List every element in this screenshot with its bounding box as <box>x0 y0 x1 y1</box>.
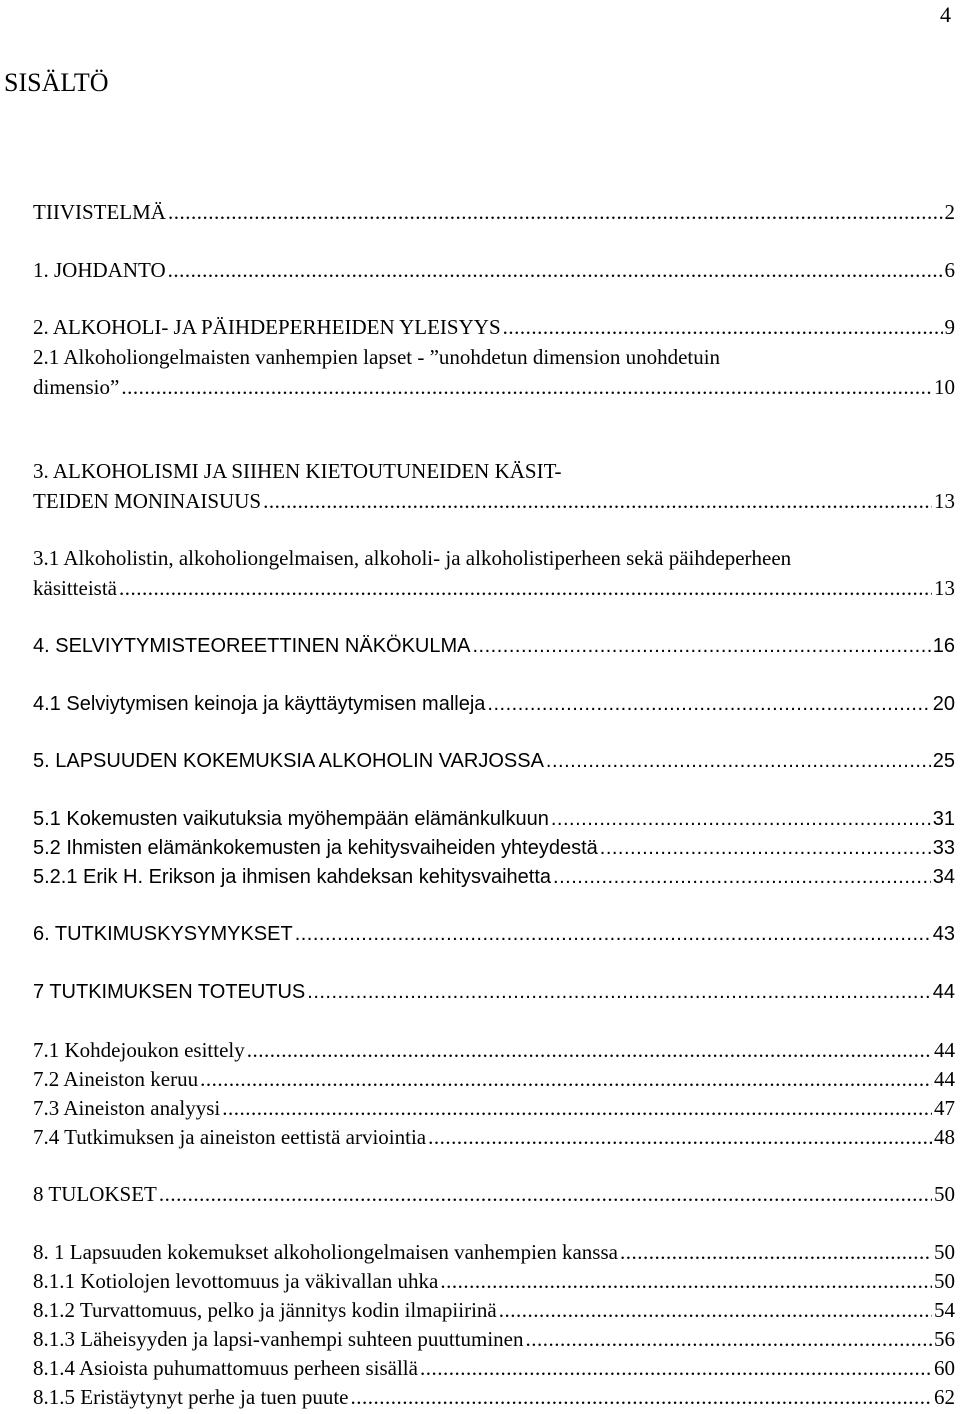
toc-entry[interactable] <box>33 1385 955 1409</box>
dot-leader <box>200 1067 932 1091</box>
toc-entry[interactable] <box>33 1240 955 1264</box>
toc-entry[interactable] <box>33 345 955 399</box>
toc-entry-text-continued: TEIDEN MONINAISUUS <box>33 489 262 513</box>
dot-leader <box>428 1125 932 1149</box>
dot-leader <box>121 375 932 399</box>
dot-leader <box>222 1096 932 1120</box>
dot-leader <box>487 692 930 716</box>
dot-leader <box>525 1327 932 1351</box>
toc-entry-page: 13 <box>934 489 955 513</box>
page-number: 4 <box>940 2 951 27</box>
toc-entry[interactable] <box>33 315 955 339</box>
toc-entry[interactable] <box>33 258 955 282</box>
toc-title: SISÄLTÖ <box>4 68 109 97</box>
toc-entry-page: 44 <box>932 981 955 1003</box>
toc-entry[interactable] <box>33 1298 955 1322</box>
toc-entry-page: 25 <box>932 750 955 772</box>
dot-leader <box>503 315 943 339</box>
toc-entry-page: 54 <box>934 1298 955 1322</box>
toc-entry-text: 2. ALKOHOLI- JA PÄIHDEPERHEIDEN YLEISYYS <box>33 315 501 339</box>
dot-leader <box>247 1038 932 1062</box>
toc-entry-text: 3.1 Alkoholistin, alkoholiongelmaisen, alkoholi- ja alkoholistiperheen sekä päihdeperheen <box>33 546 792 570</box>
toc-entry[interactable] <box>33 980 955 1004</box>
toc-entry-text: 8.1.3 Läheisyyden ja lapsi-vanhempi suhteen puuttuminen <box>33 1327 524 1351</box>
dot-leader <box>168 200 943 224</box>
toc-entry-text: 5.1 Kokemusten vaikutuksia myöhempään elämänkulkuun <box>33 808 549 830</box>
dot-leader <box>168 258 943 282</box>
toc-entry-page: 2 <box>944 200 955 224</box>
toc-entry-page: 48 <box>934 1125 955 1149</box>
toc-entry[interactable] <box>33 749 955 773</box>
toc-entry-page: 31 <box>932 808 955 830</box>
toc-entry-page: 44 <box>934 1067 955 1091</box>
toc-entry[interactable] <box>33 1356 955 1380</box>
toc-entry[interactable] <box>33 546 955 600</box>
toc-entry-page: 47 <box>934 1096 955 1120</box>
dot-leader <box>263 489 932 513</box>
toc-entry-text: 7.2 Aineiston keruu <box>33 1067 199 1091</box>
toc-entry-text: 4. SELVIYTYMISTEOREETTINEN NÄKÖKULMA <box>33 635 471 657</box>
toc-entry[interactable] <box>33 634 955 658</box>
dot-leader <box>351 1385 932 1409</box>
toc-entry-text: 5. LAPSUUDEN KOKEMUKSIA ALKOHOLIN VARJOSSA <box>33 750 544 772</box>
toc-entry-text-continued: dimensio” <box>33 375 120 399</box>
toc-entry-text: 8.1.5 Eristäytynyt perhe ja tuen puute <box>33 1385 349 1409</box>
toc-entry[interactable] <box>33 1125 955 1149</box>
toc-entry-page: 33 <box>932 837 955 859</box>
toc-entry-text: 2.1 Alkoholiongelmaisten vanhempien lapset - ”unohdetun dimension unohdetuin <box>33 345 721 369</box>
dot-leader <box>546 749 931 773</box>
toc-entry-text: 7 TUTKIMUKSEN TOTEUTUS <box>33 981 306 1003</box>
toc-entry-page: 6 <box>944 258 955 282</box>
toc-entry-page: 13 <box>934 576 955 600</box>
dot-leader <box>553 865 931 889</box>
toc-entry-text: TIIVISTELMÄ <box>33 200 166 224</box>
toc-entry-page: 50 <box>934 1269 955 1293</box>
toc-entry-page: 50 <box>934 1182 955 1206</box>
dot-leader <box>499 1298 932 1322</box>
toc-entry[interactable] <box>33 807 955 831</box>
toc-entry[interactable] <box>33 1182 955 1206</box>
dot-leader <box>473 634 931 658</box>
toc-entry-page: 9 <box>944 315 955 339</box>
toc-entry-text: 8.1.1 Kotiolojen levottomuus ja väkivallan uhka <box>33 1269 439 1293</box>
dot-leader <box>295 922 931 946</box>
dot-leader <box>600 836 931 860</box>
toc-entry-text: 7.3 Aineiston analyysi <box>33 1096 221 1120</box>
toc-entry[interactable] <box>33 1067 955 1091</box>
toc-entry-text: 7.4 Tutkimuksen ja aineiston eettistä arviointia <box>33 1125 427 1149</box>
toc-entry[interactable] <box>33 1327 955 1351</box>
toc-entry-text: 8.1.4 Asioista puhumattomuus perheen sisällä <box>33 1356 418 1380</box>
dot-leader <box>620 1240 932 1264</box>
toc-entry[interactable] <box>33 1038 955 1062</box>
toc-entry-text-continued: käsitteistä <box>33 576 117 600</box>
toc-entry-page: 50 <box>934 1240 955 1264</box>
toc-entry-text: 1. JOHDANTO <box>33 258 166 282</box>
toc-entry-text: 5.2 Ihmisten elämänkokemusten ja kehitysvaiheiden yhteydestä <box>33 837 598 859</box>
dot-leader <box>159 1182 932 1206</box>
toc-entry-page: 62 <box>934 1385 955 1409</box>
dot-leader <box>440 1269 932 1293</box>
toc-entry-text: 6. TUTKIMUSKYSYMYKSET <box>33 923 293 945</box>
toc-entry[interactable] <box>33 1269 955 1293</box>
toc-entry[interactable] <box>33 692 955 716</box>
toc-entry-page: 56 <box>934 1327 955 1351</box>
toc-entry-text: 8 TULOKSET <box>33 1182 157 1206</box>
toc-entry[interactable] <box>33 1096 955 1120</box>
toc-entry-page: 44 <box>934 1038 955 1062</box>
toc-entry-text: 8.1.2 Turvattomuus, pelko ja jännitys kodin ilmapiirinä <box>33 1298 497 1322</box>
dot-leader <box>420 1356 932 1380</box>
toc-entry[interactable] <box>33 459 955 513</box>
dot-leader <box>119 576 932 600</box>
toc-entry-page: 43 <box>932 923 955 945</box>
toc-entry-text: 4.1 Selviytymisen keinoja ja käyttäytymisen malleja <box>33 693 486 715</box>
toc-entry-page: 16 <box>932 635 955 657</box>
dot-leader <box>307 980 930 1004</box>
toc-entry-text: 7.1 Kohdejoukon esittely <box>33 1038 245 1062</box>
dot-leader <box>551 807 931 831</box>
toc-entry-text: 3. ALKOHOLISMI JA SIIHEN KIETOUTUNEIDEN KÄSIT- <box>33 459 562 483</box>
toc-entry-text: 8. 1 Lapsuuden kokemukset alkoholiongelmaisen vanhempien kanssa <box>33 1240 618 1264</box>
toc-entry[interactable] <box>33 922 955 946</box>
toc-entry[interactable] <box>33 865 955 889</box>
toc-entry-page: 60 <box>934 1356 955 1380</box>
toc-entry-page: 10 <box>934 375 955 399</box>
toc-entry-page: 34 <box>932 866 955 888</box>
toc-entry-text: 5.2.1 Erik H. Erikson ja ihmisen kahdeksan kehitysvaihetta <box>33 866 552 888</box>
toc-entry[interactable] <box>33 200 955 224</box>
toc-entry[interactable] <box>33 836 955 860</box>
toc-entry-page: 20 <box>932 693 955 715</box>
